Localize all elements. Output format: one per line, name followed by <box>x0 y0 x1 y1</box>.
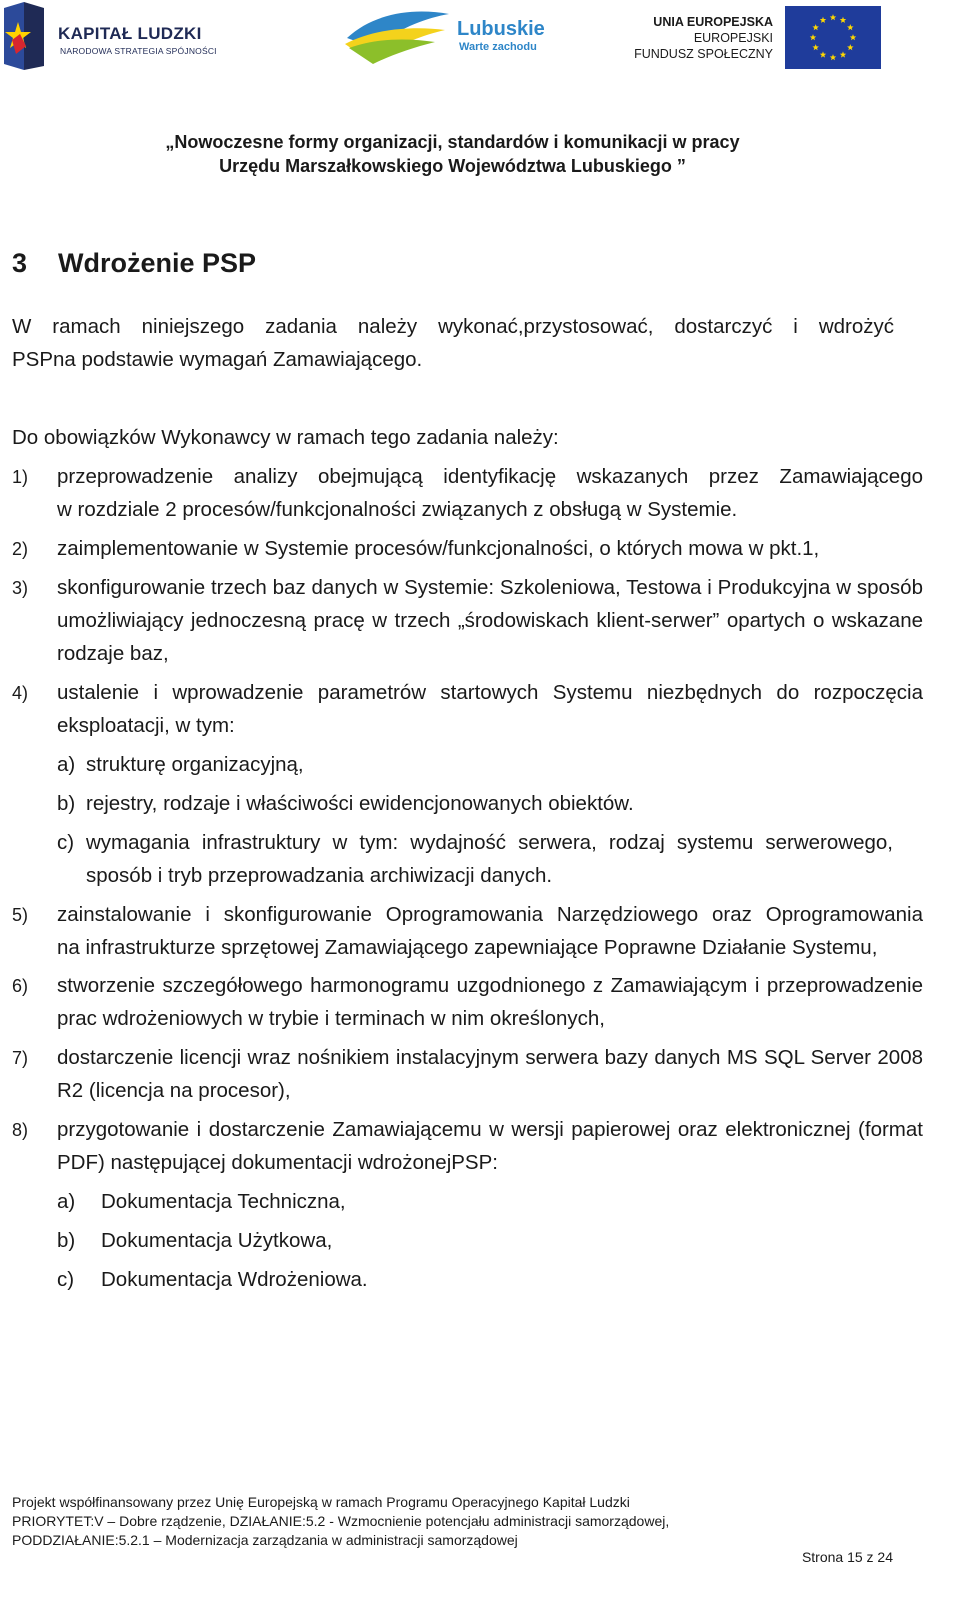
eu-star-icon <box>840 51 846 57</box>
list-item-text: przeprowadzenie analizy obejmującą identyfikację wskazanych przez Zamawiającego <box>57 465 923 488</box>
sub-item-letter: c) <box>57 1268 75 1291</box>
sub-item-text: rejestry, rodzaje i właściwości ewidencjonowanych obiektów. <box>86 792 634 815</box>
section-heading <box>12 248 256 279</box>
list-item-number: 7) <box>12 1048 29 1068</box>
eu-star-icon <box>847 24 853 30</box>
eu-star-icon <box>830 14 836 20</box>
sub-item-letter: a) <box>57 753 76 776</box>
eu-star-icon <box>810 34 816 40</box>
eu-star-icon <box>812 44 818 50</box>
page-footer <box>12 1493 669 1550</box>
project-title <box>0 130 905 178</box>
sub-item-letter: b) <box>57 792 76 815</box>
list-item-number: 8) <box>12 1120 29 1140</box>
list-item-text: R2 (licencja na procesor), <box>57 1079 291 1102</box>
kapital-ludzki-emblem-icon <box>4 2 48 70</box>
kapital-ludzki-logo <box>4 2 217 72</box>
eu-logo-text <box>634 14 773 62</box>
section-title: Wdrożenie PSP <box>58 248 257 278</box>
eu-logo-line2: EUROPEJSKI <box>693 31 773 45</box>
eu-star-icon <box>820 17 826 23</box>
eu-flag-icon <box>785 6 881 69</box>
list-item-text: na infrastrukturze sprzętowej Zamawiającego zapewniające Poprawne Działanie Systemu, <box>57 936 878 959</box>
lubuskie-slogan: Warte zachodu <box>459 41 537 53</box>
list-item-number: 2) <box>12 539 29 559</box>
eu-logo <box>634 6 885 70</box>
list-item-text: zaimplementowanie w Systemie procesów/funkcjonalności, o których mowa w pkt.1, <box>57 537 820 560</box>
sub-item-text: Dokumentacja Użytkowa, <box>101 1229 333 1252</box>
list-item-number: 4) <box>12 683 29 703</box>
sub-item-text: Dokumentacja Techniczna, <box>101 1190 346 1213</box>
eu-logo-line1: UNIA EUROPEJSKA <box>653 15 773 29</box>
list-item-text: skonfigurowanie trzech baz danych w Systemie: Szkoleniowa, Testowa i Produkcyjna w sposób <box>57 576 923 599</box>
kapital-ludzki-subtitle: NARODOWA STRATEGIA SPÓJNOŚCI <box>60 46 217 56</box>
project-title-line1: „Nowoczesne formy organizacji, standardów i komunikacji w pracy <box>165 132 740 152</box>
list-item-text: przygotowanie i dostarczenie Zamawiającemu w wersji papierowej oraz elektronicznej (format <box>57 1118 923 1141</box>
eu-star-icon <box>847 44 853 50</box>
sub-item-text: wymagania infrastruktury w tym: wydajność serwera, rodzaj systemu serwerowego, <box>86 831 893 854</box>
list-item-number: 3) <box>12 578 29 598</box>
kapital-ludzki-title: KAPITAŁ LUDZKI <box>58 24 202 43</box>
list-item-text: eksploatacji, w tym: <box>57 714 235 737</box>
list-item-text: zainstalowanie i skonfigurowanie Oprogramowania Narzędziowego oraz Oprogramowania <box>57 903 923 926</box>
page-number: Strona 15 z 24 <box>801 1549 893 1565</box>
list-item-text: ustalenie i wprowadzenie parametrów startowych Systemu niezbędnych do rozpoczęcia <box>57 681 923 704</box>
section-number: 3 <box>12 248 28 278</box>
list-item-text: stworzenie szczegółowego harmonogramu uzgodnionego z Zamawiającym i przeprowadzenie <box>57 974 923 997</box>
list-item-text: umożliwiający jednoczesną pracę w trzech „środowiskach klient-serwer” opartych o wskazane <box>57 609 923 632</box>
list-item-number: 6) <box>12 976 29 996</box>
sub-item-letter: c) <box>57 831 75 854</box>
eu-star-icon <box>830 54 836 60</box>
eu-star-icon <box>850 34 856 40</box>
eu-star-icon <box>820 51 826 57</box>
intro-line2: PSPna podstawie wymagań Zamawiającego. <box>12 348 423 371</box>
list-item-text: rodzaje baz, <box>57 642 169 665</box>
lubuskie-title: Lubuskie <box>457 18 545 40</box>
list-item-number: 1) <box>12 467 29 487</box>
sub-item-text: Dokumentacja Wdrożeniowa. <box>101 1268 368 1291</box>
footer-line2: PRIORYTET:V – Dobre rządzenie, DZIAŁANIE:5.2 - Wzmocnienie potencjału administracji samorządowej, <box>12 1513 670 1529</box>
list-item-text: w rozdziale 2 procesów/funkcjonalności związanych z obsługą w Systemie. <box>57 498 738 521</box>
project-title-line2: Urzędu Marszałkowskiego Województwa Lubuskiego ” <box>219 156 686 176</box>
eu-star-icon <box>840 17 846 23</box>
lubuskie-wave-icon <box>345 8 451 64</box>
sub-item-letter: a) <box>57 1190 76 1213</box>
list-item-text: dostarczenie licencji wraz nośnikiem instalacyjnym serwera bazy danych MS SQL Server 2008 <box>57 1046 923 1069</box>
intro-line1: W ramach niniejszego zadania należy wykonać,przystosować, dostarczyć i wdrożyć <box>12 315 894 338</box>
list-item-number: 5) <box>12 905 29 925</box>
list-item-text: prac wdrożeniowych w trybie i terminach w nim określonych, <box>57 1007 606 1030</box>
duties-heading: Do obowiązków Wykonawcy w ramach tego zadania należy: <box>12 426 559 449</box>
sub-item-letter: b) <box>57 1229 76 1252</box>
lubuskie-logo <box>345 6 555 66</box>
eu-star-icon <box>812 24 818 30</box>
footer-line1: Projekt współfinansowany przez Unię Europejską w ramach Programu Operacyjnego Kapitał Ludzki <box>12 1494 630 1510</box>
footer-line3: PODDZIAŁANIE:5.2.1 – Modernizacja zarządzania w administracji samorządowej <box>12 1532 518 1548</box>
eu-stars-icon <box>785 6 881 69</box>
list-item-text: PDF) następującej dokumentacji wdrożonejPSP: <box>57 1151 498 1174</box>
sub-item-text: sposób i tryb przeprowadzania archiwizacji danych. <box>86 864 553 887</box>
sub-item-text: strukturę organizacyjną, <box>86 753 304 776</box>
eu-logo-line3: FUNDUSZ SPOŁECZNY <box>634 47 773 61</box>
